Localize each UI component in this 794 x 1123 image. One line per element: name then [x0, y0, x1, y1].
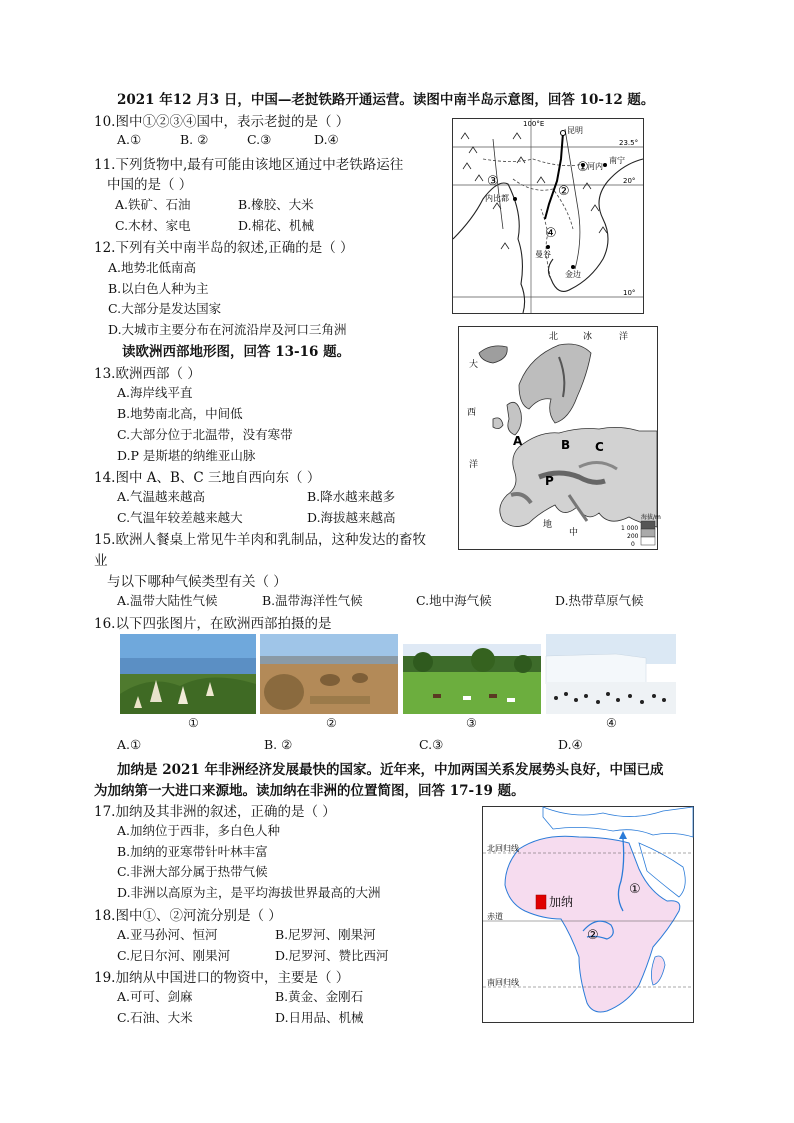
ocean-north-2: 冰 — [583, 332, 593, 342]
question-15-stem-wrap: 业 — [94, 553, 108, 569]
map-lon-label: 100°E — [523, 120, 545, 128]
photo-label-3: ③ — [466, 716, 477, 730]
q16-option-c: C.③ — [419, 737, 444, 752]
q19-option-b: B.黄金、金刚石 — [275, 989, 364, 1004]
q16-option-a: A.① — [117, 737, 142, 752]
ocean-west-2: 西 — [467, 408, 477, 418]
q15-option-b: B.温带海洋性气候 — [262, 593, 363, 608]
q18-option-d: D.尼罗河、赞比西河 — [275, 948, 389, 963]
question-17-stem: 17.加纳及其非洲的叙述，正确的是（ ） — [94, 804, 336, 820]
question-15-stem-cont: 与以下哪种气候类型有关（ ） — [107, 574, 287, 590]
q15-option-a: A.温带大陆性气候 — [117, 593, 218, 608]
ocean-west-1: 大 — [469, 360, 479, 370]
indochina-map — [452, 118, 644, 314]
q13-option-a: A.海岸线平直 — [117, 385, 193, 400]
label-p: P — [545, 474, 554, 488]
question-16-stem: 16.以下四张图片，在欧洲西部拍摄的是 — [94, 616, 332, 632]
ocean-north-3: 洋 — [619, 332, 629, 342]
q10-option-c: C.③ — [247, 132, 272, 147]
legend-value-200: 200 — [627, 533, 639, 540]
africa-map — [482, 806, 694, 1023]
q19-option-d: D.日用品、机械 — [275, 1010, 364, 1025]
section3-intro-2: 为加纳第一大进口来源地。读加纳在非洲的位置简图，回答 17-19 题。 — [94, 783, 525, 799]
photo-1-pagodas — [120, 634, 256, 714]
river-2-marker: ② — [587, 928, 599, 943]
city-hanoi: 河内 — [587, 162, 603, 171]
q12-option-c: C.大部分是发达国家 — [108, 301, 222, 316]
q10-option-d: D.④ — [314, 132, 339, 147]
q18-option-b: B.尼罗河、刚果河 — [275, 927, 376, 942]
photo-3-pasture — [403, 644, 541, 714]
q13-option-b: B.地势南北高，中间低 — [117, 406, 243, 421]
marker-1: ① — [577, 160, 589, 175]
question-15-stem: 15.欧洲人餐桌上常见牛羊肉和乳制品，这种发达的畜牧 — [94, 532, 426, 548]
q17-option-c: C.非洲大部分属于热带气候 — [117, 864, 268, 879]
q14-option-d: D.海拔越来越高 — [307, 510, 396, 525]
equator-label: 赤道 — [487, 912, 503, 921]
q12-option-d: D.大城市主要分布在河流沿岸及河口三角洲 — [108, 322, 347, 337]
q17-option-a: A.加纳位于西非，多白色人种 — [117, 823, 281, 838]
marker-2: ② — [558, 184, 570, 199]
marker-3: ③ — [487, 174, 499, 189]
q11-option-c: C.木材、家电 — [115, 218, 191, 233]
section3-intro-1: 加纳是 2021 年非洲经济发展最快的国家。近年来，中加两国关系发展势头良好，中国已成 — [117, 762, 664, 778]
q16-option-d: D.④ — [558, 737, 583, 752]
ocean-north-1: 北 — [549, 332, 559, 342]
river-1-marker: ① — [629, 882, 641, 897]
legend-title: 海拔/m — [641, 514, 661, 521]
q10-option-a: A.① — [117, 132, 142, 147]
map-lat-top: 23.5° — [619, 139, 639, 147]
label-c: C — [595, 440, 604, 454]
question-11-stem-cont: 中国的是（ ） — [107, 177, 193, 193]
question-12-stem: 12.下列有关中南半岛的叙述,正确的是（ ） — [94, 240, 354, 256]
photo-label-1: ① — [188, 716, 199, 730]
legend-value-1000: 1 000 — [621, 525, 639, 532]
q15-option-c: C.地中海气候 — [416, 593, 492, 608]
marker-4: ④ — [545, 226, 557, 241]
tropic-north-label: 北回归线 — [487, 844, 519, 853]
question-18-stem: 18.图中①、②河流分别是（ ） — [94, 908, 282, 924]
city-nanning: 南宁 — [609, 156, 625, 165]
ghana-label: 加纳 — [549, 895, 574, 909]
label-a: A — [513, 434, 523, 448]
section1-intro: 2021 年12 月3 日，中国—老挝铁路开通运营。读图中南半岛示意图，回答 10-12 题。 — [117, 92, 655, 108]
label-b: B — [561, 438, 571, 452]
section2-intro: 读欧洲西部地形图，回答 13-16 题。 — [122, 344, 351, 360]
q11-option-a: A.铁矿、石油 — [115, 197, 191, 212]
q16-option-b: B. ② — [264, 737, 293, 752]
legend-value-0: 0 — [631, 541, 635, 548]
q11-option-d: D.棉花、机械 — [238, 218, 315, 233]
question-19-stem: 19.加纳从中国进口的物资中，主要是（ ） — [94, 970, 350, 986]
sea-south-1: 地 — [543, 520, 553, 530]
photo-label-2: ② — [326, 716, 337, 730]
q14-option-c: C.气温年较差越来越大 — [117, 510, 243, 525]
q19-option-a: A.可可、剑麻 — [117, 989, 193, 1004]
q12-option-a: A.地势北低南高 — [108, 260, 197, 275]
question-14-stem: 14.图中 A、B、C 三地自西向东（ ） — [94, 470, 321, 486]
photo-4-penguins — [546, 634, 676, 714]
tropic-south-label: 南回归线 — [487, 978, 519, 987]
q10-option-b: B. ② — [180, 132, 209, 147]
q13-option-d: D.P 是斯堪的纳维亚山脉 — [117, 448, 256, 463]
q12-option-b: B.以白色人种为主 — [108, 281, 209, 296]
q14-option-a: A.气温越来越高 — [117, 489, 206, 504]
city-bangkok: 曼谷 — [535, 250, 551, 259]
q15-option-d: D.热带草原气候 — [555, 593, 644, 608]
question-11-stem: 11.下列货物中,最有可能由该地区通过中老铁路运往 — [94, 157, 404, 173]
sea-south-2: 中 — [569, 528, 579, 538]
question-10-stem: 10.图中①②③④国中，表示老挝的是（ ） — [94, 114, 350, 130]
q14-option-b: B.降水越来越多 — [307, 489, 396, 504]
q17-option-d: D.非洲以高原为主，是平均海拔世界最高的大洲 — [117, 885, 381, 900]
photo-2-huts — [260, 634, 398, 714]
europe-map — [458, 326, 661, 550]
q11-option-b: B.橡胶、大米 — [238, 197, 314, 212]
map-lat-bottom: 10° — [623, 289, 636, 297]
city-naypyidaw: 内比都 — [485, 194, 509, 203]
map-lat-mid: 20° — [623, 177, 636, 185]
q13-option-c: C.大部分位于北温带，没有寒带 — [117, 427, 293, 442]
city-phnompenh: 金边 — [565, 270, 581, 279]
q18-option-a: A.亚马孙河、恒河 — [117, 927, 218, 942]
ocean-west-3: 洋 — [469, 460, 479, 470]
city-kunming: 昆明 — [567, 126, 583, 135]
photo-label-4: ④ — [606, 716, 617, 730]
q17-option-b: B.加纳的亚寒带针叶林丰富 — [117, 844, 268, 859]
question-13-stem: 13.欧洲西部（ ） — [94, 366, 201, 382]
q18-option-c: C.尼日尔河、刚果河 — [117, 948, 231, 963]
q19-option-c: C.石油、大米 — [117, 1010, 193, 1025]
